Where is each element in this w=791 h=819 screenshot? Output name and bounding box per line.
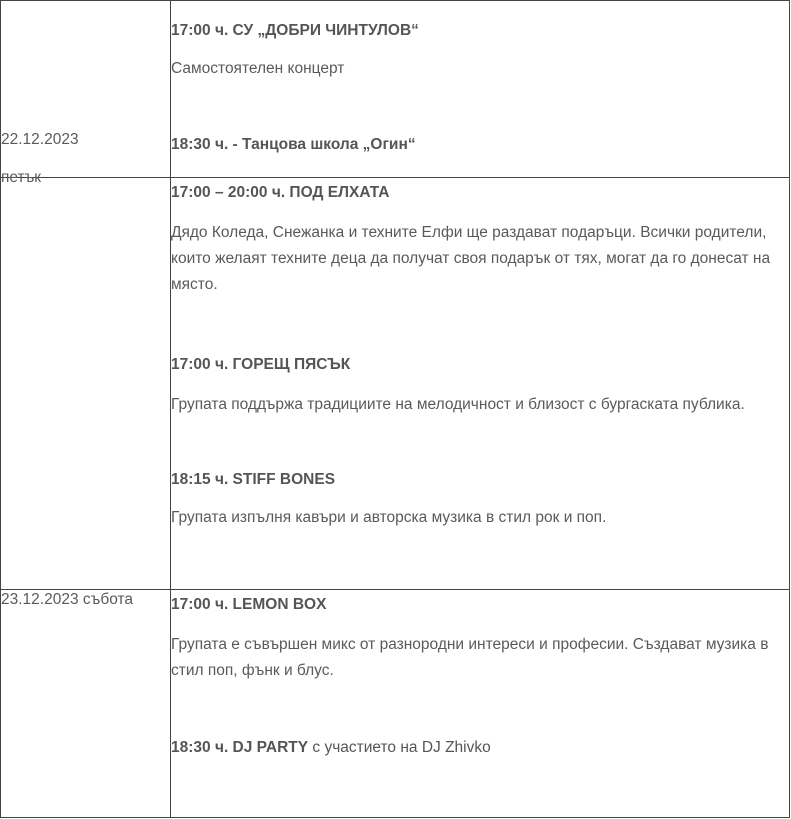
event-description: Дядо Коледа, Снежанка и техните Елфи ще раздават подаръци. Всички родители, които желаят техните деца да получат своя подарък от тях, могат да го донесат на място.: [171, 224, 771, 293]
event-title: 18:15 ч. STIFF BONES: [171, 471, 336, 488]
events-cell: [171, 1, 790, 178]
date-cell: [1, 590, 171, 818]
events-cell: [171, 590, 790, 818]
event-title: 17:00 – 20:00 ч. ПОД ЕЛХАТА: [171, 184, 390, 201]
event-title-line: [171, 738, 789, 758]
event-description: Групата изпълня кавъри и авторска музика в стил рок и поп.: [171, 509, 607, 526]
event-description: Групата поддържа традициите на мелодичност и близост с бургаската публика.: [171, 396, 745, 413]
event-title: 17:00 ч. СУ „ДОБРИ ЧИНТУЛОВ“: [171, 22, 419, 39]
event-title: 17:00 ч. LEMON BOX: [171, 596, 327, 613]
event-weekday: петък: [1, 169, 42, 186]
event-title-suffix: с участието на DJ Zhivko: [308, 739, 491, 756]
event-title: 18:30 ч. DJ PARTY: [171, 739, 309, 756]
event-description: Самостоятелен концерт: [171, 60, 345, 77]
event-description: Групата е съвършен микс от разнородни интереси и професии. Създават музика в стил поп, фънк и блус.: [171, 636, 769, 679]
event-date: 23.12.2023 събота: [1, 591, 134, 608]
table-row: [1, 590, 790, 818]
date-cell: [1, 131, 171, 590]
table-row: [1, 178, 790, 590]
event-title: 17:00 ч. ГОРЕЩ ПЯСЪК: [171, 356, 351, 373]
event-date: 22.12.2023: [1, 131, 79, 148]
events-cell: [171, 178, 790, 590]
event-title: 18:30 ч. - Танцова школа „Огин“: [171, 136, 416, 153]
